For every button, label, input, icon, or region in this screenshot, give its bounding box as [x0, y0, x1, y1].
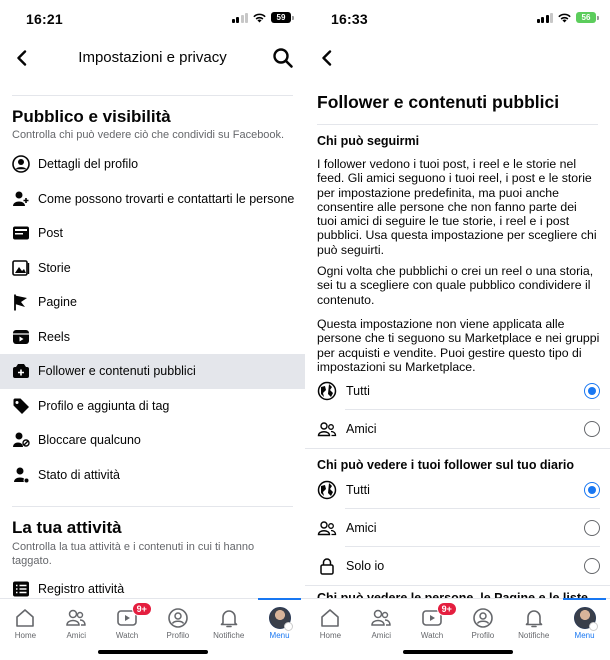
- chevron-left-icon: [321, 50, 333, 66]
- tab-label: Watch: [115, 631, 139, 640]
- app-header: [305, 40, 610, 76]
- menu-item-label: Stato di attività: [38, 467, 120, 482]
- bell-icon: [523, 607, 545, 629]
- profile-icon: [472, 607, 494, 629]
- radio-selected[interactable]: [584, 383, 600, 399]
- search-button[interactable]: [271, 46, 295, 70]
- tab-friends[interactable]: [356, 599, 407, 645]
- option-label: Amici: [346, 421, 377, 436]
- tab-label: Watch: [420, 631, 444, 640]
- back-button[interactable]: [315, 46, 339, 70]
- post-card-icon: [12, 224, 30, 242]
- friends-icon: [370, 607, 392, 629]
- option-follow-friends[interactable]: [317, 410, 600, 447]
- menu-item-label: Dettagli del profilo: [38, 157, 139, 172]
- menu-item-label: Registro attività: [38, 582, 125, 597]
- signal-icon: [232, 12, 249, 23]
- option-visibility-friends[interactable]: [317, 509, 600, 546]
- status-bar: [305, 0, 610, 38]
- radio-unselected[interactable]: [584, 520, 600, 536]
- option-label: Tutti: [346, 383, 370, 398]
- lock-icon: [317, 556, 337, 576]
- section-heading-followers-visibility: Chi può vedere i tuoi follower sul tuo diario: [317, 458, 574, 472]
- home-icon: [14, 607, 36, 629]
- home-indicator: [98, 650, 208, 654]
- divider: [305, 448, 610, 449]
- menu-avatar-icon: [574, 607, 596, 629]
- section-title-activity: La tua attività: [12, 518, 122, 537]
- tab-menu[interactable]: [559, 599, 610, 645]
- divider: [317, 124, 598, 125]
- tag-icon: [12, 397, 30, 415]
- tab-home[interactable]: [0, 599, 51, 645]
- tab-friends[interactable]: [51, 599, 102, 645]
- divider: [12, 95, 293, 96]
- status-time: 16:21: [26, 11, 63, 27]
- status-bar: [0, 0, 305, 38]
- search-icon: [271, 46, 295, 70]
- description-followers: I follower vedono i tuoi post, i reel e le storie nel feed. Gli amici seguono i tuoi reel, i post e le storie per impostazione predefinita, ma puoi anche consentire alle persone che non fanno parte dei tuoi amici di seguire le tue storie, i reel e i post pubblici. Usa questa impostazione per scegliere chi può seguirti.: [317, 157, 597, 257]
- menu-item-label: Pagine: [38, 295, 77, 310]
- menu-item-label: Follower e contenuti pubblici: [38, 364, 196, 379]
- bell-icon: [218, 607, 240, 629]
- option-visibility-only-me[interactable]: [317, 547, 600, 584]
- wifi-icon: [557, 12, 572, 23]
- wifi-icon: [252, 12, 267, 23]
- tab-notifications[interactable]: [203, 599, 254, 645]
- globe-icon: [317, 381, 337, 401]
- profile-circle-icon: [12, 155, 30, 173]
- status-icons: [537, 12, 597, 23]
- tab-label: Amici: [371, 631, 392, 640]
- notification-badge: 9+: [132, 602, 152, 616]
- menu-item-profile-details[interactable]: [0, 147, 305, 182]
- status-icons: [232, 12, 292, 23]
- menu-item-stories[interactable]: [0, 251, 305, 286]
- block-person-icon: [12, 431, 30, 449]
- menu-item-post[interactable]: [0, 216, 305, 251]
- followers-icon: [12, 362, 30, 380]
- list-icon: [12, 580, 30, 598]
- person-add-icon: [12, 190, 30, 208]
- battery-icon: 56: [576, 12, 596, 23]
- menu-item-label: Reels: [38, 329, 70, 344]
- option-label: Amici: [346, 520, 377, 535]
- tab-profile[interactable]: [152, 599, 203, 645]
- radio-selected[interactable]: [584, 482, 600, 498]
- divider: [12, 506, 293, 507]
- menu-item-label: Storie: [38, 260, 71, 275]
- divider: [305, 585, 610, 586]
- menu-item-label: Come possono trovarti e contattarti le persone: [38, 191, 295, 206]
- flag-icon: [12, 293, 30, 311]
- tab-label: Amici: [66, 631, 87, 640]
- menu-item-block[interactable]: [0, 423, 305, 458]
- home-icon: [319, 607, 341, 629]
- notification-badge: 9+: [437, 602, 457, 616]
- description-marketplace: Questa impostazione non viene applicata alle persone che ti seguono su Marketplace e nei gruppi per acquisti e vendite. Puoi gestire questo tipo di impostazioni su Marketplace.: [317, 317, 600, 374]
- friends-icon: [317, 419, 337, 439]
- page-title: Impostazioni e privacy: [78, 49, 227, 66]
- friends-icon: [317, 518, 337, 538]
- tab-label: Notifiche: [518, 631, 550, 640]
- menu-item-label: Post: [38, 226, 64, 241]
- menu-item-pages[interactable]: [0, 285, 305, 320]
- menu-item-tagging[interactable]: [0, 389, 305, 424]
- signal-icon: [537, 12, 554, 23]
- page-title: Follower e contenuti pubblici: [317, 92, 560, 112]
- option-visibility-everyone[interactable]: [317, 471, 600, 508]
- tab-menu[interactable]: [254, 599, 305, 645]
- home-indicator: [403, 650, 513, 654]
- reels-icon: [12, 328, 30, 346]
- right-screen: [305, 0, 610, 660]
- section-subtitle-activity: Controlla la tua attività e i contenuti in cui ti hanno taggato.: [12, 541, 255, 567]
- friends-icon: [65, 607, 87, 629]
- profile-icon: [167, 607, 189, 629]
- menu-item-label: Profilo e aggiunta di tag: [38, 398, 170, 413]
- tab-label: Profilo: [471, 631, 495, 640]
- menu-item-find-contact[interactable]: [0, 182, 305, 217]
- tab-label: Notifiche: [213, 631, 245, 640]
- tab-profile[interactable]: [457, 599, 508, 645]
- tab-label: Profilo: [166, 631, 190, 640]
- tab-label: Menu: [574, 631, 595, 640]
- tab-home[interactable]: [305, 599, 356, 645]
- menu-item-followers[interactable]: [0, 354, 305, 389]
- section-subtitle-public: Controlla chi può vedere ciò che condividi su Facebook.: [12, 129, 285, 141]
- option-label: Tutti: [346, 482, 370, 497]
- status-time: 16:33: [331, 11, 368, 27]
- option-label: Solo io: [346, 558, 385, 573]
- radio-unselected[interactable]: [584, 421, 600, 437]
- tab-label: Menu: [269, 631, 290, 640]
- tab-label: Home: [319, 631, 342, 640]
- menu-item-label: Bloccare qualcuno: [38, 433, 141, 448]
- tab-label: Home: [14, 631, 37, 640]
- section-title-public: Pubblico e visibilità: [12, 107, 171, 126]
- menu-avatar-icon: [269, 607, 291, 629]
- app-header: [0, 40, 305, 76]
- option-follow-everyone[interactable]: [317, 372, 600, 409]
- section-heading-who-can-follow: Chi può seguirmi: [317, 134, 420, 148]
- stories-icon: [12, 259, 30, 277]
- globe-icon: [317, 480, 337, 500]
- battery-icon: 59: [271, 12, 291, 23]
- menu-item-reels[interactable]: [0, 320, 305, 355]
- menu-item-activity-status[interactable]: [0, 458, 305, 493]
- tab-notifications[interactable]: [508, 599, 559, 645]
- radio-unselected[interactable]: [584, 558, 600, 574]
- settings-list: [0, 147, 305, 492]
- tab-watch[interactable]: [407, 599, 458, 645]
- tab-watch[interactable]: [102, 599, 153, 645]
- description-audience: Ogni volta che pubblichi o crei un reel o una storia, sei tu a scegliere con quale pubblico condividere il contenuto.: [317, 264, 594, 307]
- activity-status-icon: [12, 466, 30, 484]
